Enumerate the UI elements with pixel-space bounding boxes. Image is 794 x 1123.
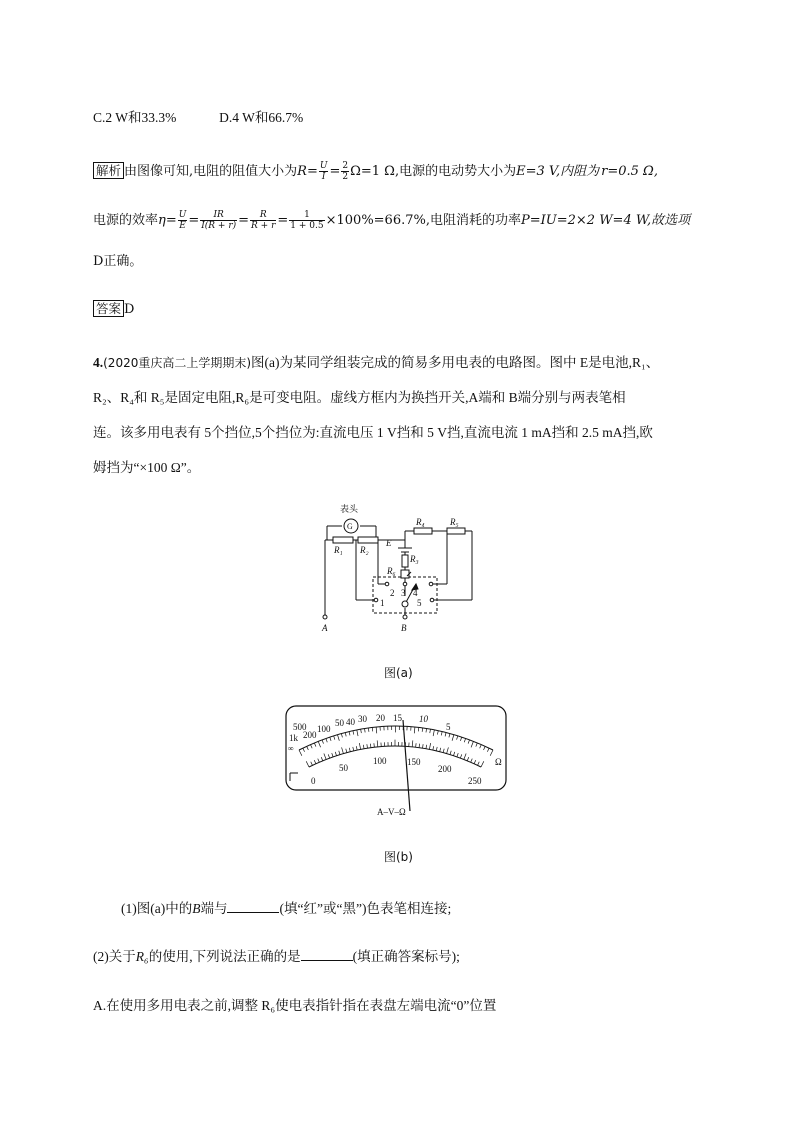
figure-b-caption: 图(b) xyxy=(384,850,413,864)
q4-number: 4. xyxy=(93,355,104,370)
dial-bottom-200: 200 xyxy=(438,764,452,774)
fraction-2-over-2: $\frac{2}{2}$ xyxy=(342,161,349,182)
subq-1-text-c: 端与 xyxy=(200,901,228,916)
dial-tick-1k: 1k xyxy=(289,733,298,743)
q4-line-2: R₂、R₄和 R₅是固定电阻,R₆是可变电阻。虚线方框内为换挡开关,A端和 B端分别与两表笔相 xyxy=(93,390,626,405)
internal-resistance: r=0.5 Ω, xyxy=(601,164,658,179)
dial-tick-200: 200 xyxy=(303,730,317,740)
label-r1: R₁ xyxy=(334,545,343,555)
label-b: B xyxy=(401,623,407,633)
dial-unit-ohm: Ω xyxy=(495,757,502,767)
label-g: G xyxy=(347,522,353,531)
dial-bottom-150: 150 xyxy=(407,757,421,767)
dial-tick-30: 30 xyxy=(358,714,367,724)
label-r3: R₃ xyxy=(410,554,419,564)
answer-value: D xyxy=(124,302,135,317)
subq-1-text-d: (填“红”或“黑”)色表笔相连接; xyxy=(279,901,452,916)
switch-pos-5: 5 xyxy=(417,598,422,608)
resistor-r4 xyxy=(414,528,432,534)
dial-bottom-250: 250 xyxy=(468,776,482,786)
switch-pos-3: 3 xyxy=(401,588,406,598)
dial-label: A–V–Ω xyxy=(377,807,406,817)
resistor-r1 xyxy=(333,537,353,543)
resistor-r3 xyxy=(402,555,408,567)
fraction-ir: $\frac{IR}{I(R + r)}$ xyxy=(201,210,237,231)
option-d: D.4 W和66.7% xyxy=(219,110,304,125)
q4-text-1: 图(a)为某同学组装完成的简易多用电表的电路图。图中 E是电池,R₁、 xyxy=(251,355,660,370)
q4-line-1 xyxy=(93,351,659,371)
analysis-tag: 解析 xyxy=(93,162,124,179)
dial-bottom-100: 100 xyxy=(373,756,387,766)
subq-1-text-a: (1)图(a)中的 xyxy=(121,901,193,916)
label-a: A xyxy=(322,623,328,633)
circuit-diagram xyxy=(310,500,490,640)
q4-source: (2020重庆高二上学期期末) xyxy=(103,356,252,370)
dial-bottom-50: 50 xyxy=(339,763,348,773)
meter-dial xyxy=(285,705,507,820)
emf-value: E=3 V,内阻为 xyxy=(516,164,600,179)
dial-tick-15: 15 xyxy=(393,713,402,723)
power-text: ×100%=66.7%,电阻消耗的功率 xyxy=(325,213,521,228)
fraction-r-over-rr: $\frac{R}{R + r}$ xyxy=(251,210,276,231)
label-meter: 表头 xyxy=(340,504,359,514)
switch-pivot xyxy=(402,601,408,607)
subq-2-var-r6: R₆ xyxy=(135,949,149,964)
answer-tag: 答案 xyxy=(93,300,124,317)
dial-tick-100: 100 xyxy=(317,724,331,734)
resistor-r2 xyxy=(358,537,378,543)
label-r5: R₅ xyxy=(450,517,459,527)
resistor-r5 xyxy=(447,528,465,534)
analysis-line-2: 电源的效率η= $\frac{U}{E}$ = $\frac{IR}{I(R + r)}$ = $\frac{R}{R + r}$ = $\frac{1}{1 + 0.5}$ ×100%=66.7%,电阻消耗的功率P=IU=2×2 W=4 W,故选项 xyxy=(93,210,691,231)
var-r: R xyxy=(297,164,307,179)
power-formula: P=IU=2×2 W=4 W,故选项 xyxy=(521,213,691,228)
switch-pos-4: 4 xyxy=(413,588,418,598)
dial-tick-50: 50 xyxy=(335,718,344,728)
label-r2: R₂ xyxy=(360,545,369,555)
dial-tick-5: 5 xyxy=(446,722,451,732)
label-r6: R₆ xyxy=(387,566,396,576)
subq-2 xyxy=(93,945,460,965)
fraction-u-over-i: $\frac{U}{I}$ xyxy=(319,161,328,182)
option-a: A.在使用多用电表之前,调整 R₆使电表指针指在表盘左端电流“0”位置 xyxy=(93,998,497,1013)
subq-2-text-c: 的使用,下列说法正确的是 xyxy=(148,949,301,964)
subq-1 xyxy=(121,897,451,917)
fraction-1-over-1.5: $\frac{1}{1 + 0.5}$ xyxy=(290,210,324,231)
answer-blank-1[interactable] xyxy=(227,900,279,913)
switch-pos-1: 1 xyxy=(380,598,385,608)
fraction-u-over-e: $\frac{U}{E}$ xyxy=(178,210,187,231)
efficiency-text: 电源的效率 xyxy=(93,213,159,228)
analysis-text: 由图像可知,电阻的阻值大小为 xyxy=(124,164,298,179)
q4-line-3: 连。该多用电表有 5个挡位,5个挡位为:直流电压 1 V挡和 5 V挡,直流电流 1 mA挡和 2.5 mA挡,欧 xyxy=(93,425,653,440)
subq-2-text-a: (2)关于 xyxy=(93,949,136,964)
label-r4: R₄ xyxy=(416,517,425,527)
analysis-line-1: 解析 由图像可知,电阻的阻值大小为R= $\frac{U}{I}$ = $\frac{2}{2}$ Ω=1 Ω,电源的电动势大小为E=3 V,内阻为 r=0.5 Ω, xyxy=(93,160,658,182)
dial-tick-10: 10 xyxy=(419,714,428,724)
analysis-line-3: D正确。 xyxy=(93,254,143,269)
answer-blank-2[interactable] xyxy=(301,948,353,961)
label-e: E xyxy=(386,538,392,548)
figure-a-caption: 图(a) xyxy=(384,666,413,680)
dial-tick-20: 20 xyxy=(376,713,385,723)
option-c: C.2 W和33.3% xyxy=(93,110,177,125)
terminal-a xyxy=(323,615,327,619)
dial-bottom-0: 0 xyxy=(311,776,316,786)
answer-row xyxy=(93,299,134,317)
options-row xyxy=(93,106,303,126)
subq-2-text-d: (填正确答案标号); xyxy=(352,949,460,964)
q4-line-4: 姆挡为“×100 Ω”。 xyxy=(93,460,201,475)
analysis-text-2: Ω=1 Ω,电源的电动势大小为 xyxy=(350,164,517,179)
dial-tick-infinity: ∞ xyxy=(288,744,294,753)
dial-tick-40: 40 xyxy=(346,717,355,727)
dial-tick-500: 500 xyxy=(293,722,307,732)
var-eta: η xyxy=(158,213,166,228)
subq-1-var-b: B xyxy=(192,901,201,916)
resistor-r6 xyxy=(401,570,409,578)
switch-pos-2: 2 xyxy=(390,588,395,598)
terminal-b xyxy=(403,615,407,619)
